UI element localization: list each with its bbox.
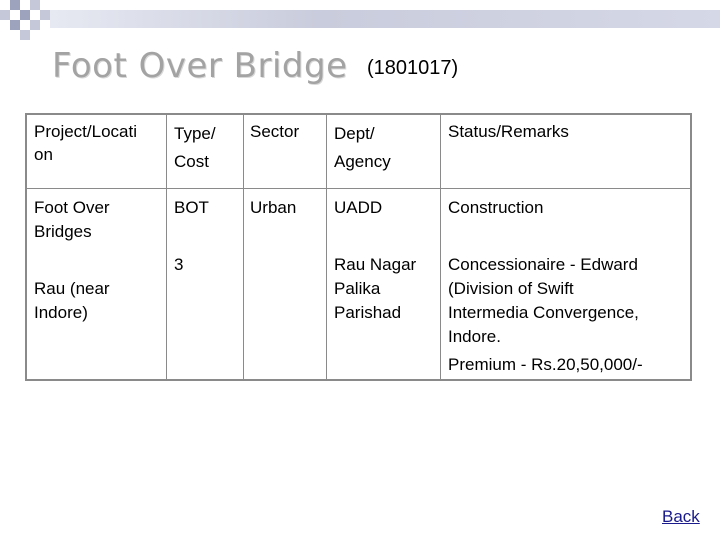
table-divider	[25, 188, 692, 189]
row1-project: Foot Over Bridges	[34, 198, 110, 241]
table-divider	[243, 113, 244, 381]
header-decoration-bar	[50, 10, 720, 28]
row1-dept: UADD	[334, 198, 383, 217]
row2-type: 3	[174, 255, 184, 274]
row2-status: Concessionaire - Edward (Division of Swift Intermedia Convergence, Indore.	[448, 255, 639, 346]
back-link[interactable]: Back	[662, 507, 700, 526]
header-status: Status/Remarks	[448, 122, 569, 141]
header-type-cost: Type/ Cost	[174, 124, 216, 171]
row1-sector: Urban	[250, 198, 297, 217]
page-title: Foot Over Bridge	[52, 46, 348, 86]
table-divider	[166, 113, 167, 381]
row2-dept: Rau Nagar Palika Parishad	[334, 255, 417, 322]
row2-premium: Premium - Rs.20,50,000/-	[448, 355, 643, 374]
row2-project: Rau (near Indore)	[34, 279, 110, 322]
project-code: (1801017)	[367, 57, 459, 79]
header-dept-agency: Dept/ Agency	[334, 124, 391, 171]
table-divider	[326, 113, 327, 381]
header-project: Project/Locati on	[34, 122, 137, 164]
row1-status: Construction	[448, 198, 544, 217]
header-sector: Sector	[250, 122, 300, 141]
row1-type: BOT	[174, 198, 209, 217]
table-divider	[440, 113, 441, 381]
checker-decoration	[0, 0, 60, 50]
